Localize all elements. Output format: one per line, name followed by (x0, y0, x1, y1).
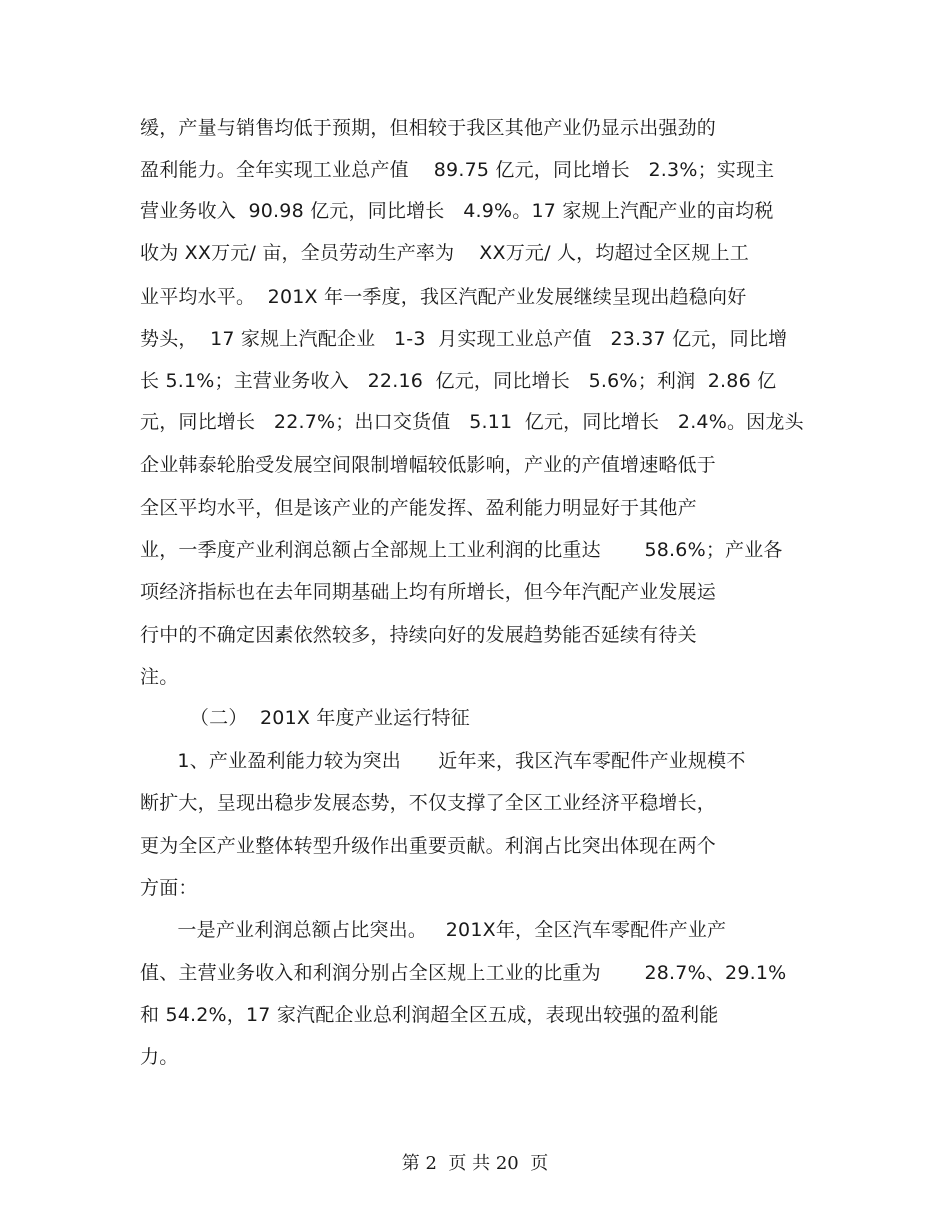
paragraph-line: 营业务收入 90.98 亿元，同比增长 4.9%。17 家规上汽配产业的亩均税 (140, 200, 774, 222)
paragraph-line: 元，同比增长 22.7%；出口交货值 5.11 亿元，同比增长 2.4%。因龙头 (140, 411, 804, 433)
paragraph-line: 注。 (140, 666, 179, 688)
paragraph-line: 力。 (140, 1046, 179, 1068)
paragraph-line: 和 54.2%，17 家汽配企业总利润超全区五成，表现出较强的盈利能 (140, 1004, 719, 1026)
paragraph-line: 长 5.1%；主营业务收入 22.16 亿元，同比增长 5.6%；利润 2.86 亿 (140, 370, 777, 392)
paragraph-line: 收为 XX万元/ 亩，全员劳动生产率为 XX万元/ 人，均超过全区规上工 (140, 242, 749, 264)
paragraph-line: 企业韩泰轮胎受发展空间限制增幅较低影响，产业的产值增速略低于 (140, 454, 717, 476)
section-heading: （二） 201X 年度产业运行特征 (140, 707, 470, 729)
paragraph-line: 业平均水平。 201X 年一季度，我区汽配产业发展继续呈现出趋稳向好 (140, 286, 747, 308)
paragraph-line: 项经济指标也在去年同期基础上均有所增长，但今年汽配产业发展运 (140, 581, 717, 603)
paragraph-line: 行中的不确定因素依然较多，持续向好的发展趋势能否延续有待关 (140, 624, 697, 646)
paragraph-line: 业，一季度产业利润总额占全部规上工业利润的比重达 58.6%；产业各 (140, 539, 783, 561)
paragraph-line: 缓，产量与销售均低于预期，但相较于我区其他产业仍显示出强劲的 (140, 117, 717, 139)
paragraph-line: 值、主营业务收入和利润分别占全区规上工业的比重为 28.7%、29.1% (140, 962, 787, 984)
paragraph-line: 全区平均水平，但是该产业的产能发挥、盈利能力明显好于其他产 (140, 497, 697, 519)
paragraph-line: 一是产业利润总额占比突出。 201X年，全区汽车零配件产业产 (140, 919, 727, 941)
subsection-heading-line: 1、产业盈利能力较为突出 近年来，我区汽车零配件产业规模不 (140, 750, 746, 772)
paragraph-line: 断扩大，呈现出稳步发展态势，不仅支撑了全区工业经济平稳增长， (140, 792, 717, 814)
paragraph-line: 更为全区产业整体转型升级作出重要贡献。利润占比突出体现在两个 (140, 835, 717, 857)
paragraph-line: 方面： (140, 877, 198, 899)
page-number-footer: 第 2 页 共 20 页 (401, 1153, 549, 1174)
paragraph-line: 盈利能力。全年实现工业总产值 89.75 亿元，同比增长 2.3%；实现主 (140, 159, 775, 181)
paragraph-line: 势头， 17 家规上汽配企业 1-3 月实现工业总产值 23.37 亿元，同比增 (140, 328, 788, 350)
